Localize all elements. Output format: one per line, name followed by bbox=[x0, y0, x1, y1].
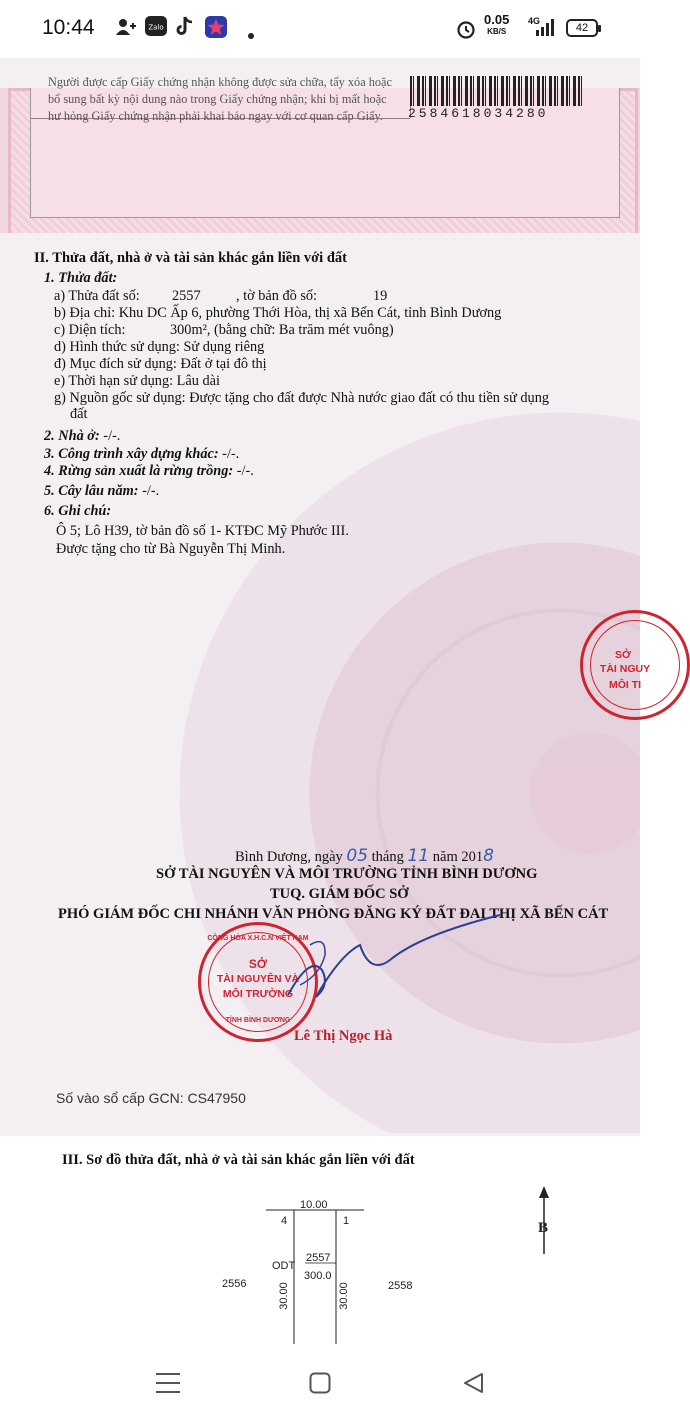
forest-label: 4. Rừng sản xuất là rừng trồng: bbox=[44, 463, 234, 479]
signal-icon bbox=[534, 18, 556, 43]
house-value: -/-. bbox=[99, 428, 121, 444]
signer-position: PHÓ GIÁM ĐỐC CHI NHÁNH VĂN PHÒNG ĐĂNG KÝ ĐẤT ĐAI THỊ XÃ BẾN CÁT bbox=[58, 906, 609, 922]
use-origin: g) Nguồn gốc sử dụng: Được tặng cho đất được Nhà nước giao đất có thu tiền sử dụng bbox=[54, 390, 550, 406]
construction-row bbox=[44, 446, 239, 463]
notes-heading: 6. Ghi chú: bbox=[44, 503, 112, 519]
certificate-notice: Người được cấp Giấy chứng nhận không được sửa chữa, tẩy xóa hoặc bổ sung bất kỳ nội dung nào trong Giấy chứng nhận; khi bị mất hoặc hư hỏng Giấy chứng nhận phải khai báo ngay với cơ quan cấp Giấy. bbox=[48, 75, 392, 123]
handwritten-year-digit: 8 bbox=[483, 846, 494, 866]
construction-value: -/-. bbox=[218, 446, 240, 462]
area-value: 300m², (bằng chữ: Ba trăm mét vuông) bbox=[170, 322, 394, 338]
handwritten-month: 11 bbox=[407, 846, 430, 866]
forest-value: -/-. bbox=[233, 463, 254, 479]
section-2-title: II. Thửa đất, nhà ở và tài sản khác gắn liền với đất bbox=[34, 250, 347, 266]
registry-number: Số vào sổ cấp GCN: CS47950 bbox=[56, 1090, 246, 1106]
use-origin-cont: đất bbox=[70, 406, 88, 422]
tiktok-icon bbox=[176, 16, 194, 41]
north-arrow-label: B bbox=[538, 1220, 549, 1236]
network-speed-unit: KB/S bbox=[487, 27, 507, 36]
side-right-length: 30.00 bbox=[337, 1282, 350, 1310]
stamp-line3: MÔI TRƯỜNG bbox=[222, 988, 294, 1000]
side-stamp-line2: TÀI NGUY bbox=[599, 663, 651, 675]
month-label: tháng bbox=[371, 849, 404, 865]
home-button[interactable] bbox=[309, 1372, 331, 1399]
side-stamp-line1: SỞ bbox=[615, 649, 631, 661]
use-term: e) Thời hạn sử dụng: Lâu dài bbox=[54, 373, 220, 389]
signer-name: Lê Thị Ngọc Hà bbox=[294, 1028, 393, 1044]
authorized-title: TUQ. GIÁM ĐỐC SỞ bbox=[270, 886, 409, 902]
land-code: ODT bbox=[272, 1260, 296, 1272]
side-left-length: 30.00 bbox=[277, 1282, 290, 1310]
signing-date bbox=[235, 846, 494, 866]
perennial-label: 5. Cây lâu năm: bbox=[44, 483, 139, 499]
zalo-icon bbox=[145, 16, 167, 41]
map-sheet-number: 19 bbox=[373, 288, 388, 304]
neighbor-right: 2558 bbox=[388, 1280, 413, 1292]
recent-apps-button[interactable] bbox=[156, 1372, 180, 1399]
corner-left: 4 bbox=[281, 1215, 288, 1227]
year-label: năm 201 bbox=[432, 849, 484, 865]
note-lot: Ô 5; Lô H39, tờ bản đồ số 1- KTĐC Mỹ Phước III. bbox=[56, 523, 349, 539]
perennial-row bbox=[44, 483, 159, 500]
stamp-bottom-text: TỈNH BÌNH DƯƠNG bbox=[225, 1017, 291, 1024]
alarm-icon bbox=[456, 19, 476, 44]
house-row bbox=[44, 428, 120, 445]
network-speed bbox=[484, 14, 509, 38]
side-red-stamp bbox=[580, 610, 690, 720]
parcel-number: 2557 bbox=[172, 288, 201, 304]
construction-label: 3. Công trình xây dựng khác: bbox=[44, 446, 219, 462]
clock: 10:44 bbox=[42, 16, 95, 39]
address: b) Địa chỉ: Khu DC Ấp 6, phường Thới Hòa, thị xã Bến Cát, tỉnh Bình Dương bbox=[54, 305, 502, 321]
area-label: c) Diện tích: bbox=[54, 322, 126, 338]
parcel-area: 300.0 bbox=[304, 1270, 332, 1282]
back-button[interactable] bbox=[462, 1372, 484, 1399]
map-sheet-label: , tờ bản đồ số: bbox=[236, 288, 318, 304]
forest-row bbox=[44, 463, 254, 480]
handwritten-signature bbox=[280, 915, 520, 1010]
stamp-top-text: CỘNG HÒA X.H.C.N VIỆT NAM bbox=[207, 935, 309, 942]
parcel-no: 2557 bbox=[306, 1252, 331, 1264]
department-name: SỞ TÀI NGUYÊN VÀ MÔI TRƯỜNG TỈNH BÌNH DƯƠNG bbox=[156, 866, 538, 882]
stamp-line1: SỞ bbox=[248, 957, 268, 971]
house-label: 2. Nhà ở: bbox=[44, 428, 100, 444]
star-app-icon bbox=[205, 16, 227, 43]
svg-text:Zalo: Zalo bbox=[148, 23, 164, 32]
barcode bbox=[410, 76, 582, 106]
use-purpose: đ) Mục đích sử dụng: Đất ở tại đô thị bbox=[54, 356, 267, 372]
battery-icon: 42 bbox=[566, 19, 598, 37]
date-prefix: Bình Dương, ngày bbox=[235, 849, 343, 865]
handwritten-day: 05 bbox=[346, 846, 369, 866]
network-type: 4G bbox=[528, 16, 541, 26]
use-form: d) Hình thức sử dụng: Sử dụng riêng bbox=[54, 339, 265, 355]
parcel-number-label: a) Thửa đất số: bbox=[54, 288, 140, 304]
navigation-bar bbox=[0, 1344, 640, 1422]
stamp-line2: TÀI NGUYÊN VÀ bbox=[216, 973, 300, 985]
barcode-number: 2584618034280 bbox=[408, 106, 549, 121]
note-gift: Được tặng cho từ Bà Nguyễn Thị Minh. bbox=[56, 541, 286, 557]
neighbor-left: 2556 bbox=[222, 1278, 247, 1290]
land-heading: 1. Thửa đất: bbox=[44, 270, 118, 286]
perennial-value: -/-. bbox=[138, 483, 160, 499]
add-contact-icon bbox=[116, 18, 136, 41]
corner-right: 1 bbox=[343, 1215, 350, 1227]
notification-dot-icon bbox=[248, 26, 254, 44]
parcel-front-width: 10.00 bbox=[300, 1199, 328, 1211]
section-3-title: III. Sơ đồ thửa đất, nhà ở và tài sản khác gắn liền với đất bbox=[62, 1152, 415, 1168]
network-speed-value: 0.05 bbox=[484, 12, 510, 27]
status-bar bbox=[0, 0, 640, 58]
side-stamp-line3: MÔI TI bbox=[608, 679, 642, 691]
